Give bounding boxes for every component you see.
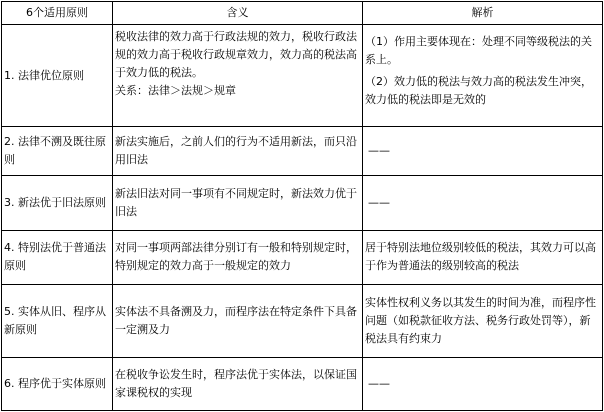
table-row bbox=[2, 176, 603, 231]
analysis-cell: —— bbox=[363, 176, 603, 231]
meaning-cell: 对同一事项两部法律分别订有一般和特别规定时，特别规定的效力高于一般规定的效力 bbox=[113, 231, 363, 285]
table-row bbox=[2, 25, 603, 127]
meaning-relation: 关系：法律＞法规＞规章 bbox=[115, 84, 236, 97]
principle-cell: 1. 法律优位原则 bbox=[2, 25, 113, 127]
table-header-row bbox=[2, 2, 603, 25]
analysis-cell: 实体性权利义务以其发生的时间为准，而程序性问题（如税款征收方法、税务行政处罚等），新税法具有约束力 bbox=[363, 284, 603, 358]
principle-cell: 4. 特别法优于普通法原则 bbox=[2, 231, 113, 285]
meaning-cell: 新法旧法对同一事项有不同规定时，新法效力优于旧法 bbox=[113, 176, 363, 231]
table-row bbox=[2, 127, 603, 176]
meaning-text: 税收法律的效力高于行政法规的效力，税收行政法规的效力高于税收行政规章效力，效力高的税法高于效力低的税法。 bbox=[115, 30, 357, 79]
header-meaning: 含义 bbox=[113, 2, 363, 25]
analysis-cell bbox=[363, 25, 603, 127]
analysis-cell: —— bbox=[363, 358, 603, 411]
meaning-cell: 实体法不具备溯及力，而程序法在特定条件下具备一定溯及力 bbox=[113, 284, 363, 358]
analysis-point-2: （2）效力低的税法与效力高的税法发生冲突，效力低的税法即是无效的 bbox=[365, 75, 592, 106]
principle-cell: 6. 程序优于实体原则 bbox=[2, 358, 113, 411]
analysis-cell: 居于特别法地位级别较低的税法，其效力可以高于作为普通法的级别较高的税法 bbox=[363, 231, 603, 285]
header-analysis: 解析 bbox=[363, 2, 603, 25]
principle-cell: 5. 实体从旧、程序从新原则 bbox=[2, 284, 113, 358]
meaning-cell: 在税收争讼发生时，程序法优于实体法，以保证国家课税权的实现 bbox=[113, 358, 363, 411]
analysis-point-1: （1）作用主要体现在：处理不同等级税法的关系上。 bbox=[365, 35, 592, 66]
principle-cell: 3. 新法优于旧法原则 bbox=[2, 176, 113, 231]
principle-cell: 2. 法律不溯及既往原则 bbox=[2, 127, 113, 176]
meaning-cell: 新法实施后，之前人们的行为不适用新法，而只沿用旧法 bbox=[113, 127, 363, 176]
analysis-cell: —— bbox=[363, 127, 603, 176]
table-row bbox=[2, 284, 603, 358]
principles-table bbox=[1, 1, 603, 411]
table-row bbox=[2, 231, 603, 285]
header-principle: 6个适用原则 bbox=[2, 2, 113, 25]
table-row bbox=[2, 358, 603, 411]
meaning-cell bbox=[113, 25, 363, 127]
